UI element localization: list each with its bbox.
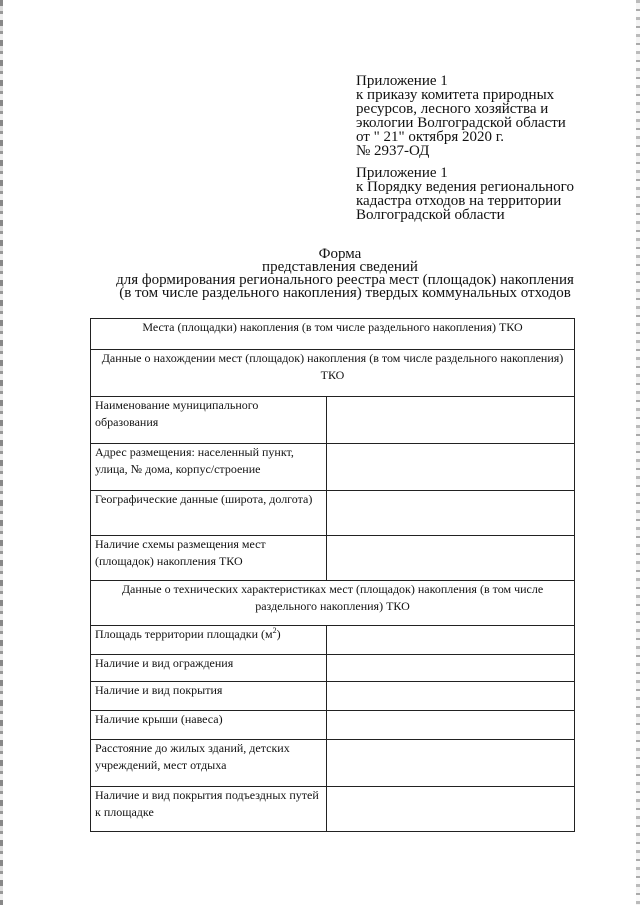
appendix-order-date: от " 21" октября 2020 г. [356,129,504,145]
appendix-procedure-block [356,166,626,222]
appendix-order-line: ресурсов, лесного хозяйства и [356,101,549,117]
field-value [326,444,574,491]
register-form-table [90,318,575,832]
table-row [91,711,575,740]
field-value [326,711,574,740]
field-value [326,626,574,655]
area-unit-superscript: 2 [272,626,277,635]
field-value [326,397,574,444]
table-row [91,350,575,397]
form-title-line: Форма [318,246,362,262]
field-value [326,491,574,536]
table-row [91,397,575,444]
field-label-area [91,626,327,655]
table-row [91,444,575,491]
table-row [91,655,575,682]
field-label: Адрес размещения: населенный пункт, улица, № дома, корпус/строение [91,444,327,491]
form-title-line: для формирования регионального реестра мест (площадок) накопления [116,272,574,288]
appendix-procedure-line: кадастра отходов на территории [356,193,562,209]
field-value [326,682,574,711]
field-label: Наличие крыши (навеса) [91,711,327,740]
field-label: Расстояние до жилых зданий, детских учреждений, мест отдыха [91,740,327,787]
appendix-order-line: Приложение 1 [356,73,448,89]
appendix-order-line: экологии Волгоградской области [356,115,566,131]
form-title-line: представления сведений [262,259,418,275]
table-row [91,787,575,832]
table-row [91,536,575,581]
appendix-order-block [356,74,626,158]
field-value [326,740,574,787]
appendix-order-number: № 2937-ОД [356,143,430,159]
field-label: Наличие и вид ограждения [91,655,327,682]
main-header-cell: Места (площадки) накопления (в том числе раздельного накопления) ТКО [91,319,575,350]
table-row [91,682,575,711]
field-value [326,787,574,832]
field-value [326,536,574,581]
form-title [90,248,590,300]
table-row [91,581,575,626]
appendix-order-line: к приказу комитета природных [356,87,555,103]
technical-section-header: Данные о технических характеристиках мест (площадок) накопления (в том числе раздельного накопления) ТКО [91,581,575,626]
appendix-procedure-line: к Порядку ведения регионального [356,179,574,195]
table-row [91,319,575,350]
table-row [91,626,575,655]
location-section-header: Данные о нахождении мест (площадок) накопления (в том числе раздельного накопления) ТКО [91,350,575,397]
table-row [91,740,575,787]
area-label-text: Площадь территории площадки (м [95,627,273,641]
appendix-procedure-line: Приложение 1 [356,165,448,181]
table-row [91,491,575,536]
area-label-close: ) [276,627,281,641]
appendix-procedure-line: Волгоградской области [356,207,505,223]
scan-edge-left [0,0,3,905]
field-label: Наименование муниципального образования [91,397,327,444]
form-title-line: (в том числе раздельного накопления) твердых коммунальных отходов [119,285,571,301]
field-label: Наличие и вид покрытия [91,682,327,711]
field-value [326,655,574,682]
field-label: Наличие схемы размещения мест (площадок) накопления ТКО [91,536,327,581]
field-label: Наличие и вид покрытия подъездных путей к площадке [91,787,327,832]
field-label: Географические данные (широта, долгота) [91,491,327,536]
scan-edge-right [636,0,640,905]
